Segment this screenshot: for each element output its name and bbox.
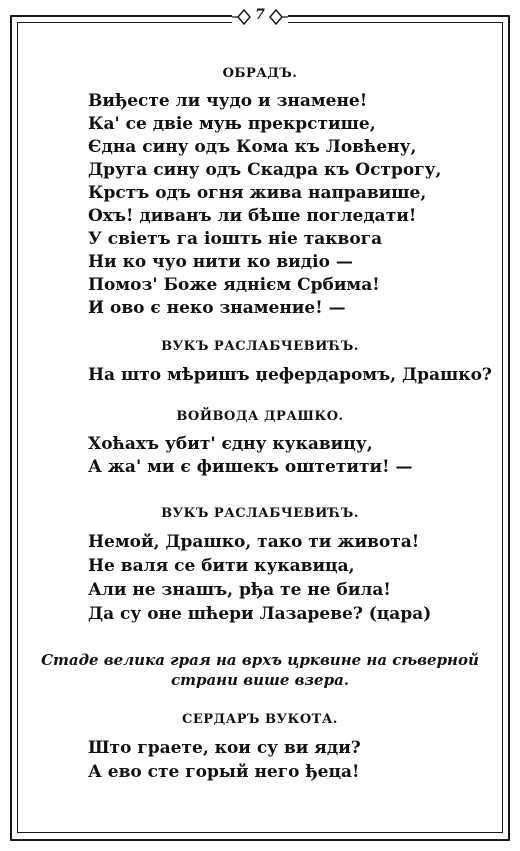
verse-line: Али не знашъ, рђа те не била! <box>88 580 391 600</box>
verse-line: Охъ! диванъ ли бѣше погледати! <box>88 206 417 226</box>
speaker-heading: ВУКЪ РАСЛАБЧЕВИЋЪ. <box>161 506 359 521</box>
speaker-heading: ВОЙВОДА ДРАШКО. <box>176 409 344 424</box>
verse-line: Ка' се двіе муњ прекрстише, <box>88 114 376 134</box>
speaker-heading: СЕРДАРЪ ВУКОТА. <box>182 712 338 727</box>
page-number: 7 <box>255 7 265 23</box>
verse-line: Ни ко чуо нити ко видіо — <box>88 252 353 272</box>
verse-line: Немой, Драшко, тако ти живота! <box>88 532 420 552</box>
verse-line: Виђесте ли чудо и знамене! <box>88 91 368 111</box>
verse-line: Помоз' Боже яднієм Србима! <box>88 275 380 295</box>
page-number-ornament <box>232 6 288 28</box>
verse-line: Єдна сину одъ Кома къ Ловћену, <box>88 137 417 157</box>
speaker-heading: ВУКЪ РАСЛАБЧЕВИЋЪ. <box>161 339 359 354</box>
verse-line: У свіетъ га іошть ніе таквога <box>88 229 383 249</box>
verse-line: Крстъ одъ огня жива направише, <box>88 183 427 203</box>
verse-line: На што мѣришъ џефердаромъ, Драшко? <box>88 365 492 385</box>
verse-line: И ово є неко знамение! — <box>88 298 346 318</box>
verse-line: Да су оне шћери Лазареве? (цара) <box>88 604 432 624</box>
speaker-heading: ОБРАДЪ. <box>222 66 298 81</box>
verse-line: А жа' ми є фишекъ оштетити! — <box>88 457 413 477</box>
verse-line: Друга сину одъ Скадра къ Острогу, <box>88 160 442 180</box>
verse-line: Хоћахъ убит' єдну кукавицу, <box>88 434 373 454</box>
verse-line: А ево сте горый него ђеца! <box>88 762 360 782</box>
stage-direction-line: Стаде велика грая на врхъ црквине на сѣверной <box>41 651 479 669</box>
verse-line: Не валя се бити кукавица, <box>88 556 355 576</box>
stage-direction-line: страни више взера. <box>170 671 350 689</box>
verse-line: Што граете, кои су ви яди? <box>88 738 361 758</box>
